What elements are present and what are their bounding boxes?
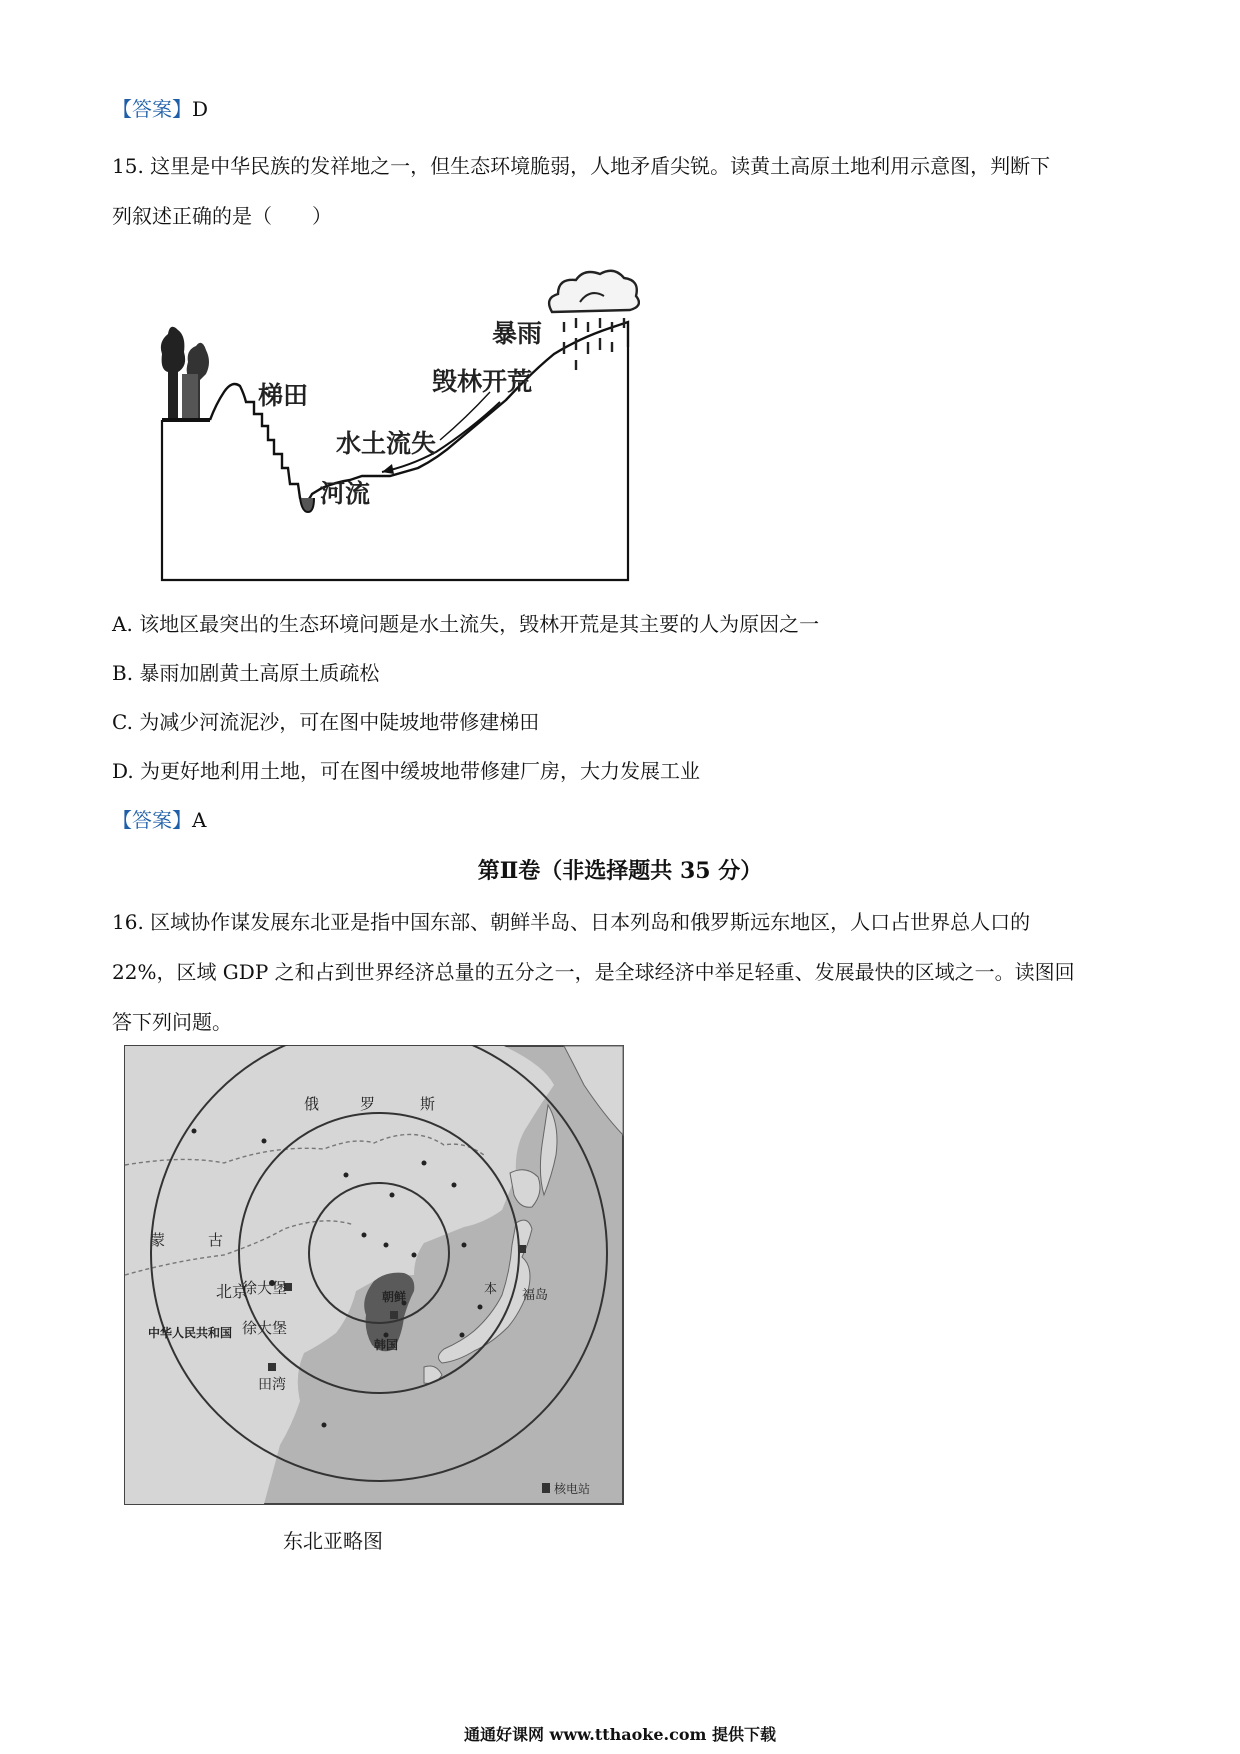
answer-14 <box>112 95 208 123</box>
map-label-south-korea: 韩国 <box>374 1338 399 1352</box>
q15-stem-line1: 15. 这里是中华民族的发祥地之一，但生态环境脆弱，人地矛盾尖锐。读黄土高原土地利用示意图，判断下 <box>112 154 1051 178</box>
answer-15 <box>112 806 206 834</box>
tree-icon <box>161 327 210 422</box>
q16-line3: 答下列问题。 <box>112 1010 232 1034</box>
answer-value: A <box>192 808 207 832</box>
q15-option-c: C. 为减少河流泥沙，可在图中陡坡地带修建梯田 <box>112 710 540 734</box>
map-label-japan: 本 <box>484 1282 498 1297</box>
map-label-tianwan: 田湾 <box>258 1377 286 1393</box>
map-label-china: 中华人民共和国 <box>148 1326 233 1340</box>
loess-plateau-diagram <box>150 262 640 592</box>
label-rainstorm: 暴雨 <box>492 319 543 348</box>
q16-line2: 22%，区域 GDP 之和占到世界经济总量的五分之一，是全球经济中举足轻重、发展最快的区域之一。读图回 <box>112 960 1075 984</box>
map-label-fukushima: 福岛 <box>522 1288 549 1303</box>
label-deforestation: 毁林开荒 <box>432 367 533 396</box>
section-heading: 第Ⅱ卷（非选择题共 35 分） <box>477 858 763 884</box>
q16-line1: 16. 区域协作谋发展东北亚是指中国东部、朝鲜半岛、日本列岛和俄罗斯远东地区，人口占世界总人口的 <box>112 910 1031 934</box>
map-label-russia-1: 俄 <box>304 1095 320 1113</box>
map-label-beijing: 北京 <box>216 1282 249 1301</box>
answer-value: D <box>192 97 209 121</box>
answer-mark: 【答案】 <box>112 808 192 832</box>
nuclear-plant-icon <box>542 1483 550 1493</box>
cloud-icon <box>549 271 639 312</box>
map-label-mongolia-1: 蒙 <box>150 1231 166 1249</box>
map-label-mongolia-2: 古 <box>208 1231 224 1249</box>
answer-mark: 【答案】 <box>112 97 192 121</box>
label-river: 河流 <box>320 479 371 508</box>
map-label-russia-2: 罗 <box>360 1095 376 1113</box>
label-erosion: 水土流失 <box>336 429 437 458</box>
map-label-xudabao: 徐大堡 <box>242 1319 288 1337</box>
map-label-xudabao: 徐大堡 <box>242 1279 288 1297</box>
northeast-asia-map <box>124 1045 624 1505</box>
map-caption: 东北亚略图 <box>283 1529 383 1553</box>
q15-option-b: B. 暴雨加剧黄土高原土质疏松 <box>112 661 380 685</box>
map-label-north-korea: 朝鲜 <box>382 1290 407 1304</box>
q15-stem-line2: 列叙述正确的是（ ） <box>112 204 332 228</box>
q15-option-a: A. 该地区最突出的生态环境问题是水土流失，毁林开荒是其主要的人为原因之一 <box>112 612 820 636</box>
page-footer: 通通好课网 www.tthaoke.com 提供下载 <box>463 1725 777 1744</box>
q15-option-d: D. 为更好地利用土地，可在图中缓坡地带修建厂房，大力发展工业 <box>112 759 701 783</box>
map-label-russia-3: 斯 <box>420 1095 436 1113</box>
legend-label: 核电站 <box>554 1482 591 1496</box>
label-terrace: 梯田 <box>258 381 309 410</box>
